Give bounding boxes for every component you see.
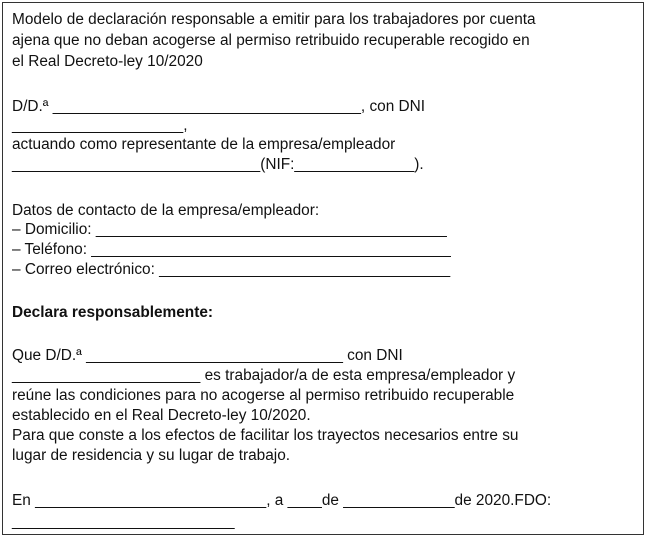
contact-address-line: – Domicilio: _________________________________________ (12, 221, 447, 238)
representative-dni-line: ____________________, (12, 117, 188, 134)
contact-heading: Datos de contacto de la empresa/empleador: (12, 202, 320, 219)
form-title-line-1: Modelo de declaración responsable a emitir para los trabajadores por cuenta (12, 11, 536, 28)
company-nif-line: _____________________________(NIF:______________). (12, 156, 424, 173)
representative-role-line: actuando como representante de la empresa/empleador (12, 136, 396, 153)
worker-dni-line: ______________________ es trabajador/a de esta empresa/empleador y (12, 367, 516, 384)
signature-place-date-line: En ___________________________, a ____de _____________de 2020.FDO: (12, 492, 552, 509)
worker-name-line: Que D/D.ª ______________________________ con DNI (12, 347, 403, 364)
declaration-text-line-4: lugar de residencia y su lugar de trabajo. (12, 447, 291, 464)
form-title-line-2: ajena que no deban acogerse al permiso retribuido recuperable recogido en (12, 32, 530, 49)
representative-name-line: D/D.ª ____________________________________, con DNI (12, 98, 426, 115)
signature-blank-line: __________________________ (12, 513, 235, 530)
contact-email-line: – Correo electrónico: __________________________________ (12, 261, 451, 278)
declaration-text-line-3: Para que conste a los efectos de facilitar los trayectos necesarios entre su (12, 427, 519, 444)
declaration-form (2, 2, 644, 535)
declaration-heading: Declara responsablemente: (12, 304, 214, 321)
declaration-text-line-2: establecido en el Real Decreto-ley 10/2020. (12, 407, 311, 424)
declaration-text-line-1: reúne las condiciones para no acogerse al permiso retribuido recuperable (12, 387, 515, 404)
contact-phone-line: – Teléfono: __________________________________________ (12, 241, 451, 258)
form-title-line-3: el Real Decreto-ley 10/2020 (12, 53, 203, 70)
